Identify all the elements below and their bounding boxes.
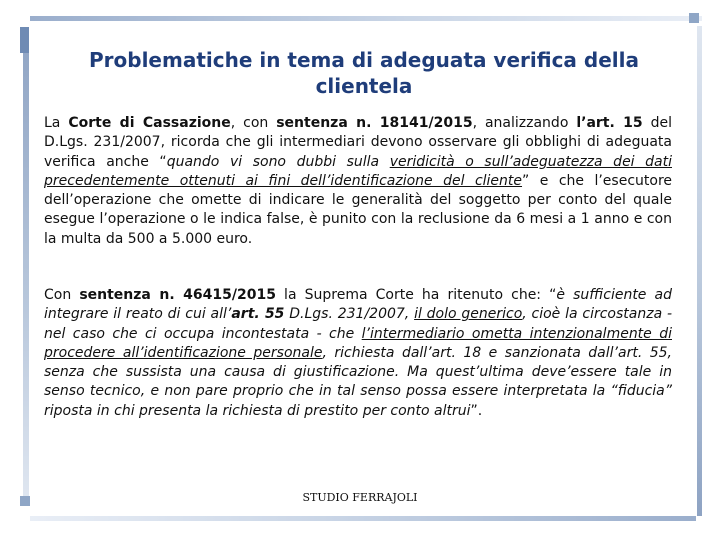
text-run: è sufficiente ad integrare il reato di cui all’ [44, 287, 672, 323]
text-run: veridicità o sull’adeguatezza dei dati precedentemente ottenuti ai fini dell’identificazione del cliente [44, 153, 672, 189]
text-run: l’art. 15 [576, 115, 643, 131]
text-run: Corte di Cassazione [68, 115, 231, 131]
text-run: ” e che l’esecutore dell’operazione che omette di indicare le generalità del soggetto per conto del quale esegue l’operazione o le indica false, è punito con la reclusione da 6 mesi a 1 anno e con la multa da 500 a 5.000 euro. [44, 172, 673, 247]
frame-corner-top-left [20, 27, 29, 53]
slide-title: Problematiche in tema di adeguata verifica della clientela [89, 48, 639, 98]
text-run: sentenza n. 18141/2015 [276, 115, 473, 131]
text-run: D.Lgs. 231/2007, [284, 306, 415, 323]
text-run: ”. [470, 402, 483, 419]
text-run: La [44, 115, 69, 131]
text-run: del D.Lgs. 231/2007, ricorda che gli intermediari devono osservare gli obblighi di adeguata verifica anche “ [44, 115, 672, 170]
text-run: art. 55 [231, 306, 285, 323]
frame-corner-top-right [689, 13, 699, 23]
frame-top-bar [30, 16, 702, 21]
text-run: il dolo generico [414, 306, 523, 323]
text-run: l’intermediario ometta intenzionalmente di procedere all’identificazione personale [44, 325, 672, 361]
text-run: quando vi sono dubbi sulla [166, 153, 390, 170]
footer-firm-name: STUDIO FERRAJOLI [302, 491, 418, 504]
text-run: sentenza n. 46415/2015 [79, 287, 276, 303]
frame-right-bar [697, 26, 702, 516]
text-run: , cioè la circostanza - nel caso che ci occupa incontestata - che [44, 306, 673, 342]
text-run: , richiesta dall’art. 18 e sanzionata dall’art. 55, senza che sussista una causa di giustificazione. Ma quest’ultima deve’essere tale in senso tecnico, e non pare proprio che in tal senso possa essere interpretata la “fiducia” riposta in chi presenta la richiesta di prestito per conto altrui [44, 344, 672, 419]
frame-left-bar [23, 28, 29, 498]
text-run: la Suprema Corte ha ritenuto che: “ [275, 287, 557, 303]
text-run: , con [230, 115, 277, 131]
paragraph-cassazione-18141 [44, 114, 672, 249]
paragraph-sentenza-46415 [44, 286, 672, 421]
frame-bottom-bar [30, 516, 696, 521]
text-run: , analizzando [472, 115, 577, 131]
text-run: Con [44, 287, 80, 303]
